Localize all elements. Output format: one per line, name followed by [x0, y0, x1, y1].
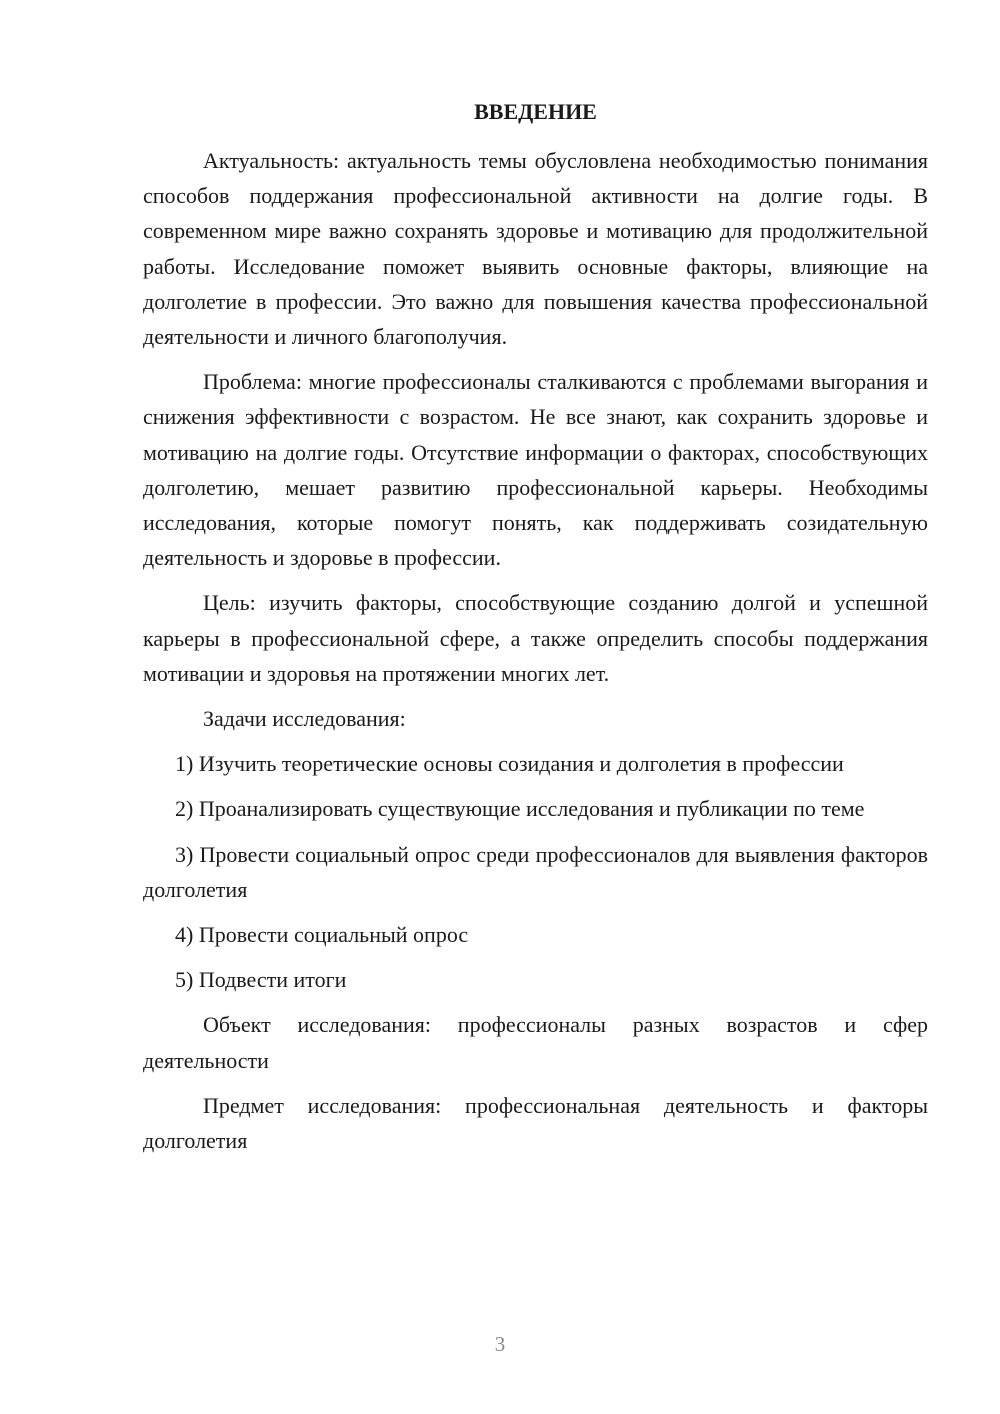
- paragraph-goal: Цель: изучить факторы, способствующие созданию долгой и успешной карьеры в профессиональной сфере, а также определить способы поддержания мотивации и здоровья на протяжении многих лет.: [143, 590, 928, 686]
- task-item-3: 3) Провести социальный опрос среди профессионалов для выявления факторов долголетия: [143, 841, 928, 902]
- paragraph-problem: Проблема: многие профессионалы сталкиваются с проблемами выгорания и снижения эффективности с возрастом. Не все знают, как сохранить здоровье и мотивацию на долгие годы. Отсутствие информации о факторах, способствующих долголетию, мешает развитию профессиональной карьеры. Необходимы исследования, которые помогут понять, как поддерживать созидательную деятельность и здоровье в профессии.: [143, 369, 928, 571]
- paragraph-subject: Предмет исследования: профессиональная деятельность и факторы долголетия: [143, 1092, 928, 1154]
- page-number: 3: [494, 1332, 506, 1356]
- task-item-1: 1) Изучить теоретические основы созидания и долголетия в профессии: [175, 751, 844, 777]
- task-item-2: 2) Проанализировать существующие исследования и публикации по теме: [175, 796, 865, 822]
- paragraph-relevance: Актуальность: актуальность темы обусловлена необходимостью понимания способов поддержания профессиональной активности на долгие годы. В современном мире важно сохранять здоровье и мотивацию для продолжительной работы. Исследование поможет выявить основные факторы, влияющие на долголетие в профессии. Это важно для повышения качества профессиональной деятельности и личного благополучия.: [143, 148, 928, 350]
- task-item-5: 5) Подвести итоги: [175, 967, 347, 993]
- tasks-header: Задачи исследования:: [203, 706, 406, 732]
- section-title: ВВЕДЕНИЕ: [474, 99, 597, 124]
- document-page: [143, 94, 928, 1168]
- paragraph-object: Объект исследования: профессионалы разных возрастов и сфер деятельности: [143, 1012, 928, 1073]
- task-item-4: 4) Провести социальный опрос: [175, 922, 469, 948]
